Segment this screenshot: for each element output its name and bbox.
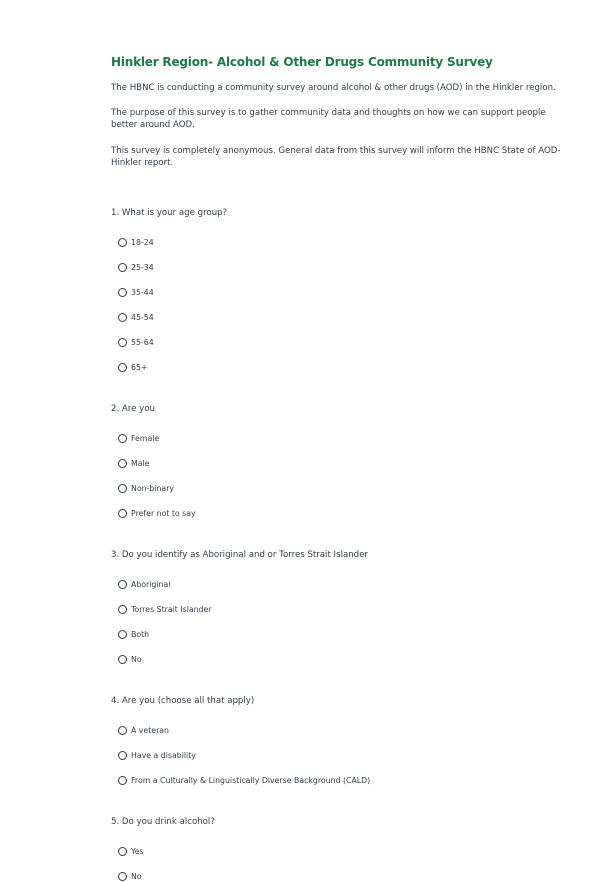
radio-button[interactable] — [118, 509, 127, 518]
radio-button[interactable] — [118, 751, 127, 760]
intro-paragraph: This survey is completely anonymous. General data from this survey will inform the HBNC State of AOD- Hinkler report. — [111, 146, 561, 168]
option-cald[interactable]: From a Culturally & Linguistically Diverse Background (CALD) — [118, 774, 370, 786]
radio-button[interactable] — [118, 434, 127, 443]
question-4-label: 4. Are you (choose all that apply) — [111, 696, 255, 706]
radio-button[interactable] — [118, 263, 127, 272]
radio-button[interactable] — [118, 726, 127, 735]
radio-button[interactable] — [118, 363, 127, 372]
radio-button[interactable] — [118, 484, 127, 493]
radio-button[interactable] — [118, 630, 127, 639]
option-aboriginal[interactable]: Aboriginal — [118, 578, 170, 590]
radio-button[interactable] — [118, 605, 127, 614]
option-yes[interactable]: Yes — [118, 845, 144, 857]
option-age-18-24[interactable]: 18-24 — [118, 236, 154, 248]
option-disability[interactable]: Have a disability — [118, 749, 196, 761]
option-age-65-plus[interactable]: 65+ — [118, 361, 147, 373]
question-3-label: 3. Do you identify as Aboriginal and or Torres Strait Islander — [111, 550, 368, 560]
question-1-label: 1. What is your age group? — [111, 208, 228, 218]
intro-paragraph: The HBNC is conducting a community survey around alcohol & other drugs (AOD) in the Hinkler region. — [111, 83, 556, 93]
option-veteran[interactable]: A veteran — [118, 724, 169, 736]
option-age-55-64[interactable]: 55-64 — [118, 336, 154, 348]
option-non-binary[interactable]: Non-binary — [118, 482, 174, 494]
option-age-45-54[interactable]: 45-54 — [118, 311, 154, 323]
intro-paragraph: The purpose of this survey is to gather community data and thoughts on how we can support people better around AOD. — [111, 108, 546, 130]
option-female[interactable]: Female — [118, 432, 159, 444]
question-2-label: 2. Are you — [111, 404, 155, 414]
question-5-label: 5. Do you drink alcohol? — [111, 817, 215, 827]
option-no[interactable]: No — [118, 653, 142, 665]
survey-title: Hinkler Region- Alcohol & Other Drugs Community Survey — [111, 55, 493, 69]
option-male[interactable]: Male — [118, 457, 149, 469]
radio-button[interactable] — [118, 847, 127, 856]
radio-button[interactable] — [118, 459, 127, 468]
option-prefer-not-to-say[interactable]: Prefer not to say — [118, 507, 196, 519]
radio-button[interactable] — [118, 655, 127, 664]
option-both[interactable]: Both — [118, 628, 149, 640]
radio-button[interactable] — [118, 288, 127, 297]
radio-button[interactable] — [118, 872, 127, 881]
option-age-25-34[interactable]: 25-34 — [118, 261, 154, 273]
option-age-35-44[interactable]: 35-44 — [118, 286, 154, 298]
option-torres-strait-islander[interactable]: Torres Strait Islander — [118, 603, 212, 615]
radio-button[interactable] — [118, 313, 127, 322]
radio-button[interactable] — [118, 776, 127, 785]
option-no[interactable]: No — [118, 870, 142, 882]
radio-button[interactable] — [118, 338, 127, 347]
radio-button[interactable] — [118, 238, 127, 247]
radio-button[interactable] — [118, 580, 127, 589]
